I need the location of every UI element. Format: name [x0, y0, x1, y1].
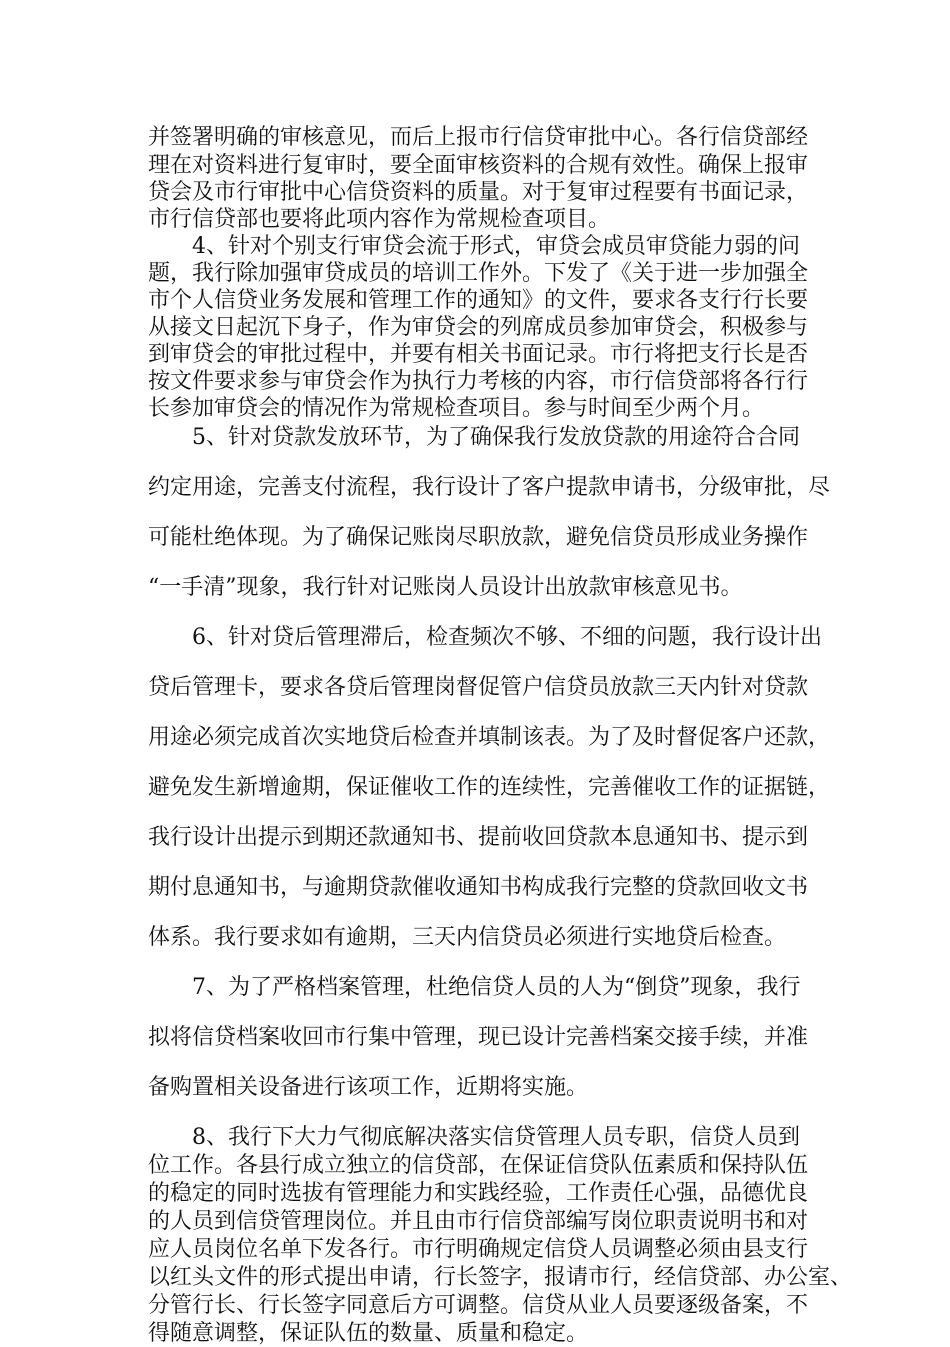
text-line: 市个人信贷业务发展和管理工作的通知》的文件，要求各支行行长要 — [148, 288, 809, 313]
text-line: 体系。我行要求如有逾期，三天内信贷员必须进行实地贷后检查。 — [148, 925, 787, 950]
text-line: 到审贷会的审批过程中，并要有相关书面记录。市行将把支行长是否 — [148, 342, 809, 367]
text-line: 应人员岗位名单下发各行。市行明确规定信贷人员调整必须由县支行 — [148, 1237, 809, 1262]
text-line: 拟将信贷档案收回市行集中管理，现已设计完善档案交接手续，并准 — [148, 1025, 809, 1050]
text-line: 用途必须完成首次实地贷后检查并填制该表。为了及时督促客户还款， — [148, 725, 831, 750]
text-line: 并签署明确的审核意见，而后上报市行信贷审批中心。各行信贷部经 — [148, 125, 809, 150]
text-line: 按文件要求参与审贷会作为执行力考核的内容，市行信贷部将各行行 — [148, 369, 809, 394]
text-line: “一手清”现象，我行针对记账岗人员设计出放款审核意见书。 — [148, 575, 743, 600]
text-line: 约定用途，完善支付流程，我行设计了客户提款申请书，分级审批，尽 — [148, 475, 831, 500]
text-line: 理在对资料进行复审时，要全面审核资料的合规有效性。确保上报审 — [148, 153, 809, 178]
text-line: 备购置相关设备进行该项工作，近期将实施。 — [148, 1075, 589, 1100]
text-line: 贷会及市行审批中心信贷资料的质量。对于复审过程要有书面记录， — [148, 180, 809, 205]
text-line: 期付息通知书，与逾期贷款催收通知书构成我行完整的贷款回收文书 — [148, 875, 809, 900]
text-line: 8、我行下大力气彻底解决落实信贷管理人员专职，信贷人员到 — [192, 1125, 800, 1150]
text-line: 的人员到信贷管理岗位。并且由市行信贷部编写岗位职责说明书和对 — [148, 1209, 809, 1234]
text-line: 7、为了严格档案管理，杜绝信贷人员的人为“倒贷”现象，我行 — [192, 975, 801, 1000]
text-line: 贷后管理卡，要求各贷后管理岗督促管户信贷员放款三天内针对贷款 — [148, 675, 809, 700]
text-line: 市行信贷部也要将此项内容作为常规检查项目。 — [148, 207, 611, 232]
text-line: 得随意调整，保证队伍的数量、质量和稳定。 — [148, 1321, 589, 1346]
text-line: 以红头文件的形式提出申请，行长签字，报请市行，经信贷部、办公室、 — [148, 1265, 853, 1290]
text-line: 5、针对贷款发放环节，为了确保我行发放贷款的用途符合合同 — [192, 425, 800, 450]
text-line: 可能杜绝体现。为了确保记账岗尽职放款，避免信贷员形成业务操作 — [148, 525, 809, 550]
text-line: 题，我行除加强审贷成员的培训工作外。下发了《关于进一步加强全 — [148, 261, 809, 286]
text-line: 避免发生新增逾期，保证催收工作的连续性，完善催收工作的证据链， — [148, 775, 831, 800]
text-line: 4、针对个别支行审贷会流于形式，审贷会成员审贷能力弱的问 — [192, 234, 800, 259]
text-line: 6、针对贷后管理滞后，检查频次不够、不细的问题，我行设计出 — [192, 625, 822, 650]
text-line: 长参加审贷会的情况作为常规检查项目。参与时间至少两个月。 — [148, 396, 765, 421]
text-line: 我行设计出提示到期还款通知书、提前收回贷款本息通知书、提示到 — [148, 825, 809, 850]
text-line: 从接文日起沉下身子，作为审贷会的列席成员参加审贷会，积极参与 — [148, 315, 809, 340]
text-line: 的稳定的同时选拔有管理能力和实践经验，工作责任心强，品德优良 — [148, 1181, 809, 1206]
text-line: 位工作。各县行成立独立的信贷部，在保证信贷队伍素质和保持队伍 — [148, 1153, 809, 1178]
text-line: 分管行长、行长签字同意后方可调整。信贷从业人员要逐级备案，不 — [148, 1293, 809, 1318]
